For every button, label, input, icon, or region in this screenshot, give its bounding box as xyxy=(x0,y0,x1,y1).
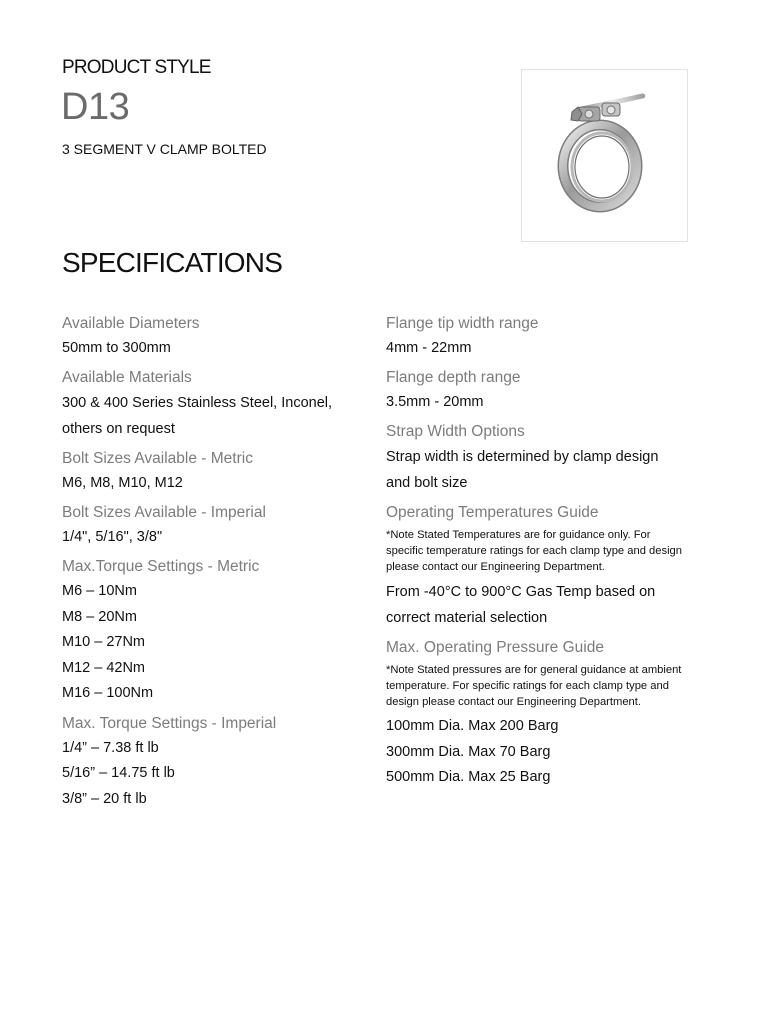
v-clamp-product-photo-icon xyxy=(522,70,687,241)
spec-label-temperatures: Operating Temperatures Guide xyxy=(386,504,599,521)
torque-imperial-1-4: 1/4” – 7.38 ft lb xyxy=(62,739,159,756)
torque-imperial-5-16: 5/16” – 14.75 ft lb xyxy=(62,765,175,781)
torque-imperial-3-8: 3/8” – 20 ft lb xyxy=(62,790,147,807)
spec-value-strap-width-line2: and bolt size xyxy=(386,475,468,491)
temperature-note-line3: please contact our Engineering Department. xyxy=(386,561,605,573)
spec-label-bolt-metric: Bolt Sizes Available - Metric xyxy=(62,450,253,467)
temperature-note-line1: *Note Stated Temperatures are for guidance only. For xyxy=(386,529,651,541)
pressure-300mm: 300mm Dia. Max 70 Barg xyxy=(386,743,551,760)
specifications-title: SPECIFICATIONS xyxy=(62,247,283,278)
torque-metric-m12: M12 – 42Nm xyxy=(62,659,146,676)
spec-label-strap-width: Strap Width Options xyxy=(386,423,525,440)
temperature-note-line2: specific temperature ratings for each clamp type and design xyxy=(386,545,683,557)
torque-metric-m8: M8 – 20Nm xyxy=(62,608,137,625)
torque-metric-m16: M16 – 100Nm xyxy=(62,685,154,701)
pressure-note-line1: *Note Stated pressures are for general guidance at ambient xyxy=(386,664,682,676)
spec-value-flange-depth: 3.5mm - 20mm xyxy=(386,394,484,410)
product-image xyxy=(521,69,688,242)
temperature-note xyxy=(386,527,716,575)
spec-value-diameters: 50mm to 300mm xyxy=(62,340,171,356)
spec-label-materials: Available Materials xyxy=(62,369,192,386)
pressure-500mm: 500mm Dia. Max 25 Barg xyxy=(386,769,551,785)
spec-value-bolt-metric: M6, M8, M10, M12 xyxy=(62,475,183,491)
pressure-note-line3: design please contact our Engineering Department. xyxy=(386,696,641,708)
spec-value-bolt-imperial: 1/4", 5/16", 3/8" xyxy=(62,529,163,545)
spec-value-flange-tip: 4mm - 22mm xyxy=(386,340,472,356)
spec-label-torque-metric: Max.Torque Settings - Metric xyxy=(62,558,260,575)
torque-metric-m6: M6 – 10Nm xyxy=(62,583,137,599)
specs-left-column xyxy=(62,312,362,812)
spec-label-flange-depth: Flange depth range xyxy=(386,369,521,386)
product-code: D13 xyxy=(61,86,130,128)
spec-value-temperatures-line1: From -40°C to 900°C Gas Temp based on xyxy=(386,584,656,600)
spec-value-materials-line2: others on request xyxy=(62,421,175,437)
pressure-note xyxy=(386,662,716,710)
specs-right-column xyxy=(386,312,716,791)
spec-value-temperatures-line2: correct material selection xyxy=(386,610,548,626)
pressure-note-line2: temperature. For specific ratings for each clamp type and xyxy=(386,680,669,692)
spec-label-torque-imperial: Max. Torque Settings - Imperial xyxy=(62,714,277,732)
spec-label-flange-tip: Flange tip width range xyxy=(386,315,539,332)
spec-label-bolt-imperial: Bolt Sizes Available - Imperial xyxy=(62,504,266,521)
spec-label-diameters: Available Diameters xyxy=(62,315,200,332)
spec-value-strap-width-line1: Strap width is determined by clamp design xyxy=(386,449,659,465)
pressure-100mm: 100mm Dia. Max 200 Barg xyxy=(386,718,559,734)
spec-label-pressure: Max. Operating Pressure Guide xyxy=(386,639,604,656)
spec-value-materials-line1: 300 & 400 Series Stainless Steel, Inconel, xyxy=(62,395,333,411)
product-subtitle: 3 SEGMENT V CLAMP BOLTED xyxy=(62,141,267,157)
product-style-label: PRODUCT STYLE xyxy=(62,57,211,78)
torque-metric-m10: M10 – 27Nm xyxy=(62,634,146,650)
